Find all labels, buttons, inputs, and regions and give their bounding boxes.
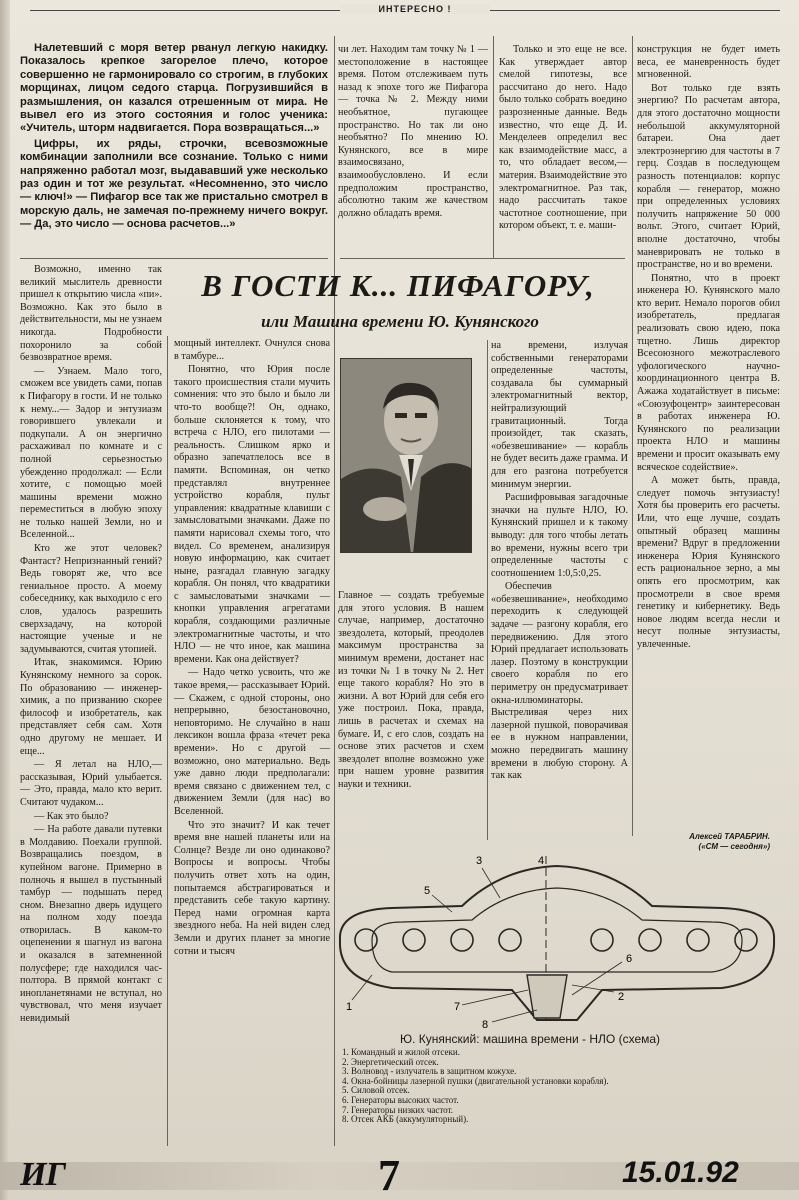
legend-item: 6. Генераторы высоких частот. <box>342 1094 459 1105</box>
paragraph: Понятно, что в проект инженера Ю. Кунянского мало кто верит. Немало порогов обил изобретатель, предлагая реализовать свою идею, пока тщетно. Лишь директор Всесоюзного межотраслевого уфологического научно-координационного центра В. Ажажа ходатайствует в письме: «Союзуфоцентр» заинтересован в работах инженера Ю. Кунянского по реализации проекта НЛО и машины времени и просит оказывать ему всяческое содействие». <box>637 272 780 473</box>
paragraph: — На работе давали путевки в Молдавию. Поехали группой. Возвращались поездом, в купейном вагоне. Примерно в полночь я вышел в пустынный тамбур — подышать перед сном. Внезапно дверь идущего на полном ходу поезда отворилась. В каком-то оцепенении я шагнул из вагона и оказался в затемненной полусфере; где находился час-полтора. В прямой контакт с инопланетянами не вступал, но чувствовал, что меня изучает невидимый <box>20 824 162 1025</box>
callout-label: 2 <box>618 991 625 1003</box>
paragraph: — Узнаем. Мало того, сможем все увидеть сами, попав к Пифагору в гости. И не только к нему...— Задор и энтузиазм говорившего увлекали и подкупали. А он энергично расхаживал по комнате и с полной серьезностью убежденно продолжал: — Если хотите, с помощью моей машины времени можно переместиться в любую эпоху не только нашей Земли, но и Вселенной... <box>20 365 162 541</box>
article-column-4-top <box>499 44 627 256</box>
callout-label: 3 <box>476 855 483 867</box>
diagram-legend <box>342 1048 782 1125</box>
subheadline: или Машина времени Ю. Кунянского <box>261 312 539 331</box>
paragraph: конструкция не будет иметь веса, ее маневренность будет мгновенной. <box>637 44 780 81</box>
paragraph: Вот только где взять энергию? По расчетам автора, для этого достаточно мощности небольшой аккумуляторной батареи. Она дает электроэнергию для частоты в 7 герц. Создав в последующем разность потенциалов: корпус корабля — генератор, можно при определенных условиях получить напряжение 50 000 вольт. Этого, считает Юрий, вполне достаточно, чтобы маневрировать не только в пространстве, но и во времени. <box>637 82 780 271</box>
paragraph: Что это значит? И как течет время вне нашей планеты или на Солнце? Везде ли оно одинаково? Вопросы и вопросы. Чтобы получить ответ хоть на один, попытаемся абстрагироваться и представить себе такую картину. Перед нами огромная карта звездного неба. На ней виден след Земли и других планет за многие сотни и тысяч <box>174 819 330 957</box>
callout-label: 7 <box>454 1001 461 1013</box>
lead-paragraphs <box>20 42 328 234</box>
legend-item: 8. Отсек АКБ (аккумуляторный). <box>342 1114 469 1125</box>
article-column-1 <box>20 264 162 1144</box>
legend-item: 3. Волновод - излучатель в защитном кожухе. <box>342 1066 517 1077</box>
page-number: 7 <box>378 1151 400 1200</box>
lead-rule <box>20 258 328 259</box>
paragraph: — Надо четко усвоить, что же такое время,— рассказывает Юрий.— Скажем, с одной стороны, оно непрерывно, безостановочно, неповторимо. Не случайно в наш лексикон вошла фраза «течет река времени». Но с другой — возможно, оно материально. Ведь уже давно люди предполагали: время связано с движением тел, с движением Земли (для нас) во Вселенной. <box>174 667 330 817</box>
callout-label: 4 <box>538 855 545 867</box>
paragraph: Возможно, именно так великий мыслитель древности пришел к открытию числа «пи». Возможно. Как это было в действительности, мы не узнаем никогда. Подробности похоронило за собой безвозвратное время. <box>20 264 162 364</box>
page-edge-shadow <box>0 0 10 1200</box>
column-rule <box>487 340 488 840</box>
paragraph: Обеспечив «обезвешивание», необходимо переходить к следующей задаче — разгону корабля, его передвижению. Для этого Юрий предлагает использовать лазер. Поэтому в конструкции своего корабля по его периметру он предусматривает окна-иллюминаторы. Выстреливая через них лазерной пушкой, поворачивая ее в нужном направлении, можно передвигать машину времени в любую сторону. А так как <box>491 581 628 782</box>
issue-date: 15.01.92 <box>622 1156 739 1189</box>
lead-paragraph: Налетевший с моря ветер рванул легкую накидку. Показалось крепкое загорелое плечо, которое совершенно не гармонировало со строгим, в глубоких морщинах, лицом седого старца. Погрузившийся в размышления, он казался отрешенным от мира. Не вывел его из этого состояния и голос ученика: «Учитель, шторм надвигается. Пора возвращаться...» <box>20 42 328 135</box>
legend-item: 4. Окна-бойницы лазерной пушки (двигательной установки корабля). <box>342 1075 609 1086</box>
paragraph: мощный интеллект. Очнулся снова в тамбуре... <box>174 338 330 362</box>
article-column-5 <box>637 44 780 830</box>
article-column-4-bottom <box>491 340 628 845</box>
page-footer <box>0 1152 799 1200</box>
column-rule <box>632 36 633 836</box>
byline-source: («СМ — сегодня») <box>698 842 770 851</box>
paragraph: Понятно, что Юрия после такого происшествия стали мучить сомнения: что это было и было ли что-то вообще?! Он, однако, больше склоняется к тому, что встреча с НЛО, его пилотами — реальность. Слишком ярко и образно запечатлелось все в памяти. Вспоминая, он четко представлял внутреннее устройство корабля, пульт управления: квадратные клавиши с замысловатыми значками. Даже по памяти нарисовал схемы того, что видел. Со временем, анализируя новую информацию, как считает ныне, разгадал главную загадку корабля. Он понял, что квадратики с замысловатыми значками — кнопки управления агрегатами корабля, создающими различные электромагнитные частоты, и что НЛО — не что иное, как машина времени. Как она действует? <box>174 364 330 665</box>
callout-label: 5 <box>424 885 431 897</box>
paragraph: Итак, знакомимся. Юрию Кунянскому немного за сорок. По образованию — инженер-химик, а по призванию скорее философ и изобретатель, как представляет себя сам. Хотя одно другому не мешает. И еще... <box>20 657 162 757</box>
lead-paragraph: Цифры, их ряды, строчки, всевозможные комбинации заполнили все сознание. Только с ними напряженно работал мозг, выдававший уже несколько раз один и тот же результат. «Несомненно, это число — ключ!» — Пифагор все так же пристально смотрел в морскую даль, не замечая по-прежнему ничего вокруг.— Да, это число — основа расчетов...» <box>20 137 328 231</box>
paragraph: — Как это было? <box>34 810 109 822</box>
headline: В ГОСТИ К... ПИФАГОРУ, <box>201 268 595 303</box>
callout-label: 8 <box>482 1019 489 1030</box>
byline <box>640 832 770 852</box>
diagram-caption: Ю. Кунянский: машина времени - НЛО (схема) <box>400 1032 661 1046</box>
ufo-schematic <box>332 850 782 1030</box>
headline-rule <box>340 258 625 259</box>
paragraph: А может быть, правда, следует помочь энтузиасту! Хотя бы проверить его расчеты. Или, что еще лучше, создать опытный образец машины времени? Вдруг в предложении инженера Юрия Кунянского есть рациональное зерно, а мы опять его просмотрим, как просмотрели в свое время генетику и кибернетику. Ведь новое людям всегда несли и несут полные энтузиасты, увлеченные. <box>637 475 780 650</box>
paragraph: Расшифровывая загадочные значки на пульте НЛО, Ю. Кунянский пришел и к такому выводу: для того чтобы летать во времени, нужны всего три определенные частоты с соотношением 1:0,5:0,25. <box>491 492 628 579</box>
newspaper-logo: ИГ <box>20 1156 65 1193</box>
column-rule <box>493 36 494 258</box>
paragraph: Только и это еще не все. Как утверждает автор смелой гипотезы, все рассчитано до него. Надо было только собрать воедино разрозненные данные. Ведь известно, что еще Д. И. Менделеев определил вес как взаимодействие масс, а то, что обладает весом,— материя. Взаимодействие это электромагнитное. Раз так, надо рассчитать такое частотное соотношение, при котором объект, т. е. маши- <box>499 44 627 232</box>
article-column-3-bottom <box>338 590 484 846</box>
ufo-schematic-drawing <box>332 850 782 1030</box>
legend-item: 2. Энергетический отсек. <box>342 1056 439 1067</box>
article-column-3-top <box>338 44 488 256</box>
legend-item: 5. Силовой отсек. <box>342 1085 410 1096</box>
section-rubric: ИНТЕРЕСНО ! <box>340 4 490 14</box>
paragraph: на времени, излучая собственными генераторами определенные частоты, создавала бы суммарный электромагнитный вектор, нейтрализующий гравитационный. Тогда произойдет, так сказать, «обезвешивание» — корабль не будет весить даже грамма. И для его разгона потребуется минимум энергии. <box>491 340 628 490</box>
paragraph: Кто же этот человек? Фантаст? Непризнанный гений? Ведь говорят же, что все гениальное просто. А моему собеседнику, как выходило с его слов, удалось разрешить сверхзадачу, на которой настоящие ученые и не задумываются, считая утопией. <box>20 543 162 655</box>
article-column-2 <box>174 338 330 1146</box>
legend-item: 1. Командный и жилой отсеки. <box>342 1047 460 1057</box>
byline-author: Алексей ТАРАБРИН. <box>689 832 770 841</box>
portrait-illustration <box>341 359 472 553</box>
paragraph: Главное — создать требуемые для этого условия. В нашем случае, например, достаточно звездолета, который, преодолев максимум пространства за минимум времени, достанет нас из точки № 1 в точку № 2. Нет еще такого корабля? Но это в жизни. А вот Юрий для себя его уже построил. Пока, правда, лишь в расчетах и схемах на бумаге. И, с его слов, создать на основе этих расчетов и схем звездолет вполне возможно уже при нашем уровне развития науки и техники. <box>338 590 484 790</box>
callout-label: 6 <box>626 953 633 965</box>
callout-label: 1 <box>346 1001 353 1013</box>
portrait-photo <box>340 358 472 553</box>
paragraph: чи лет. Находим там точку № 1 — местоположение в настоящее время. Потом отслеживаем путь назад к эпохе того же Пифагора — точка № 2. Между ними необъятное, пугающее пространство. Но так ли оно необъятно? По мнению Ю. Кунянского, все в мире взаимосвязано, взаимообусловлено. И если предположим пространство, абсолютно таким же качеством должно обладать время. <box>338 44 488 219</box>
column-rule <box>167 336 168 1146</box>
paragraph: — Я летал на НЛО,— рассказывая, Юрий улыбается.— Это, правда, мало кто верит. Считают чудаком... <box>20 759 162 808</box>
legend-item: 7. Генераторы низких частот. <box>342 1104 454 1115</box>
